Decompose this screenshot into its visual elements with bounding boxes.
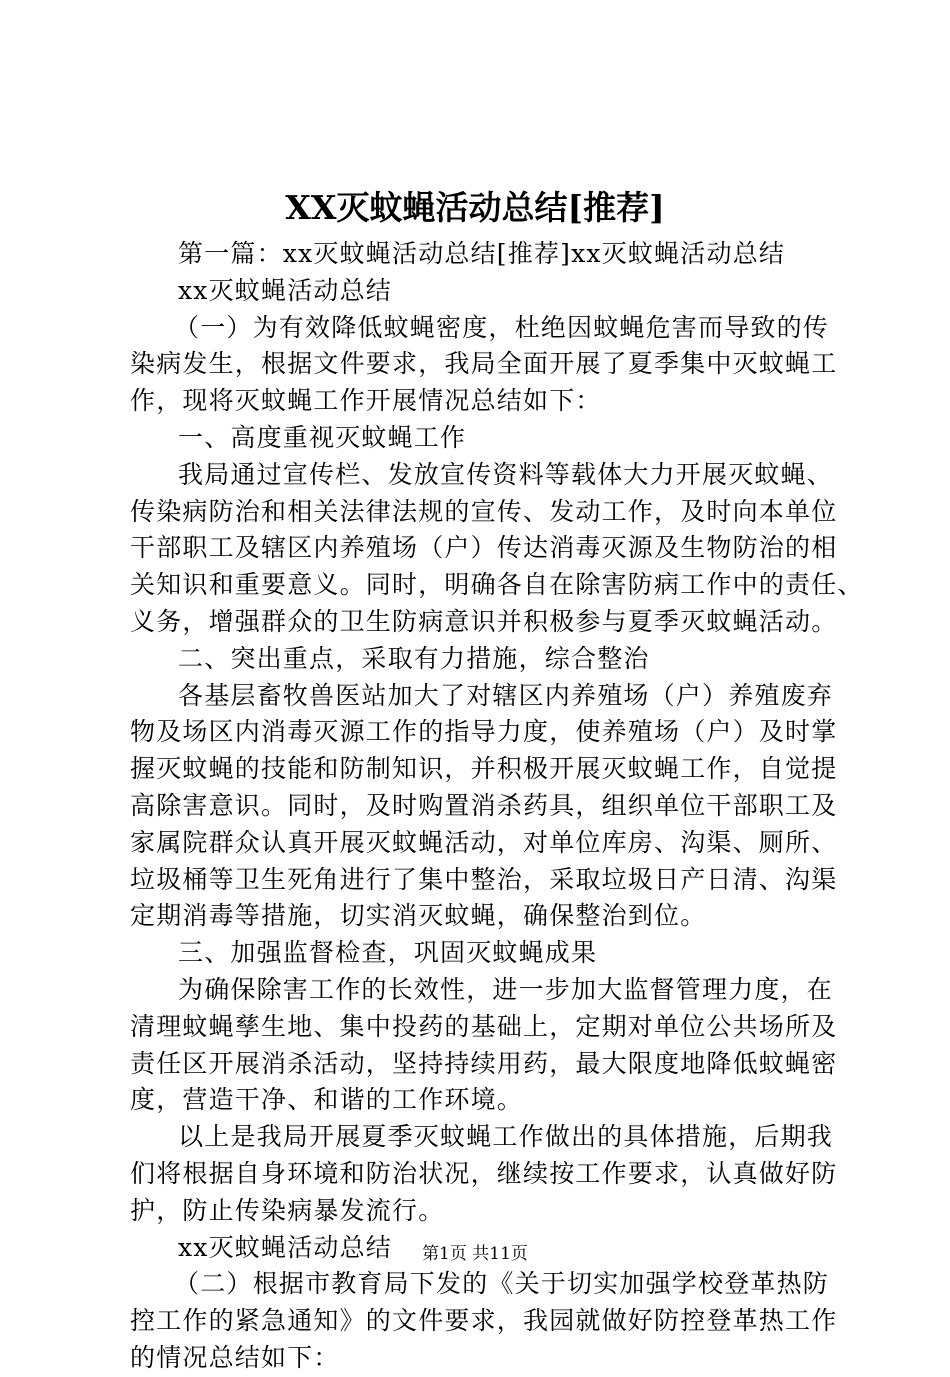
text-line: 作，现将灭蚊蝇工作开展情况总结如下：: [130, 386, 602, 416]
text-line: 护，防止传染病暴发流行。: [130, 1195, 445, 1225]
text-line: 三、加强监督检查，巩固灭蚊蝇成果: [178, 938, 598, 968]
text-line: 家属院群众认真开展灭蚊蝇活动，对单位库房、沟渠、厕所、: [130, 827, 838, 857]
text-line: xx灭蚊蝇活动总结: [178, 275, 392, 305]
text-line: （一）为有效降低蚊蝇密度，杜绝因蚊蝇危害而导致的传: [174, 312, 830, 342]
text-line: 各基层畜牧兽医站加大了对辖区内养殖场（户）养殖废弃: [178, 680, 834, 710]
text-line: 第一篇：xx灭蚊蝇活动总结[推荐]xx灭蚊蝇活动总结: [178, 239, 786, 268]
text-line: 一、高度重视灭蚊蝇工作: [178, 422, 467, 452]
document-title: XX灭蚊蝇活动总结[推荐]: [285, 188, 665, 227]
page-footer: 第1页 共11页: [422, 1244, 528, 1264]
text-line: 清理蚊蝇孳生地、集中投药的基础上，定期对单位公共场所及: [130, 1011, 838, 1041]
text-line: 关知识和重要意义。同时，明确各自在除害防病工作中的责任、: [130, 570, 864, 600]
text-line: （二）根据市教育局下发的《关于切实加强学校登革热防: [174, 1269, 830, 1299]
text-line: 握灭蚊蝇的技能和防制知识，并积极开展灭蚊蝇工作，自觉提: [130, 754, 838, 784]
text-line: 们将根据自身环境和防治状况，继续按工作要求，认真做好防: [130, 1158, 838, 1188]
text-line: 垃圾桶等卫生死角进行了集中整治，采取垃圾日产日清、沟渠: [130, 864, 838, 894]
text-line: 为确保除害工作的长效性，进一步加大监督管理力度，在: [178, 974, 834, 1004]
text-line: 染病发生，根据文件要求，我局全面开展了夏季集中灭蚊蝇工: [130, 349, 838, 379]
document-body: [130, 236, 864, 1377]
text-line: 干部职工及辖区内养殖场（户）传达消毒灭源及生物防治的相: [130, 533, 838, 563]
text-line: 物及场区内消毒灭源工作的指导力度，使养殖场（户）及时掌: [130, 717, 838, 747]
text-line: 二、突出重点，采取有力措施，综合整治: [178, 643, 650, 673]
text-line: 义务，增强群众的卫生防病意识并积极参与夏季灭蚊蝇活动。: [130, 606, 838, 636]
text-line: 定期消毒等措施，切实消灭蚊蝇，确保整治到位。: [130, 901, 707, 931]
text-line: 控工作的紧急通知》的文件要求，我园就做好防控登革热工作: [130, 1306, 838, 1336]
text-line: 高除害意识。同时，及时购置消杀药具，组织单位干部职工及: [130, 790, 838, 820]
text-line: 责任区开展消杀活动，坚持持续用药，最大限度地降低蚊蝇密: [130, 1048, 838, 1078]
text-line: 以上是我局开展夏季灭蚊蝇工作做出的具体措施，后期我: [178, 1122, 834, 1152]
text-line: 我局通过宣传栏、发放宣传资料等载体大力开展灭蚊蝇、: [178, 459, 834, 489]
text-line: 的情况总结如下：: [130, 1342, 340, 1372]
text-line: 传染病防治和相关法律法规的宣传、发动工作，及时向本单位: [130, 496, 838, 526]
text-line: 度，营造干净、和谐的工作环境。: [130, 1085, 524, 1115]
text-line: xx灭蚊蝇活动总结: [178, 1232, 392, 1262]
